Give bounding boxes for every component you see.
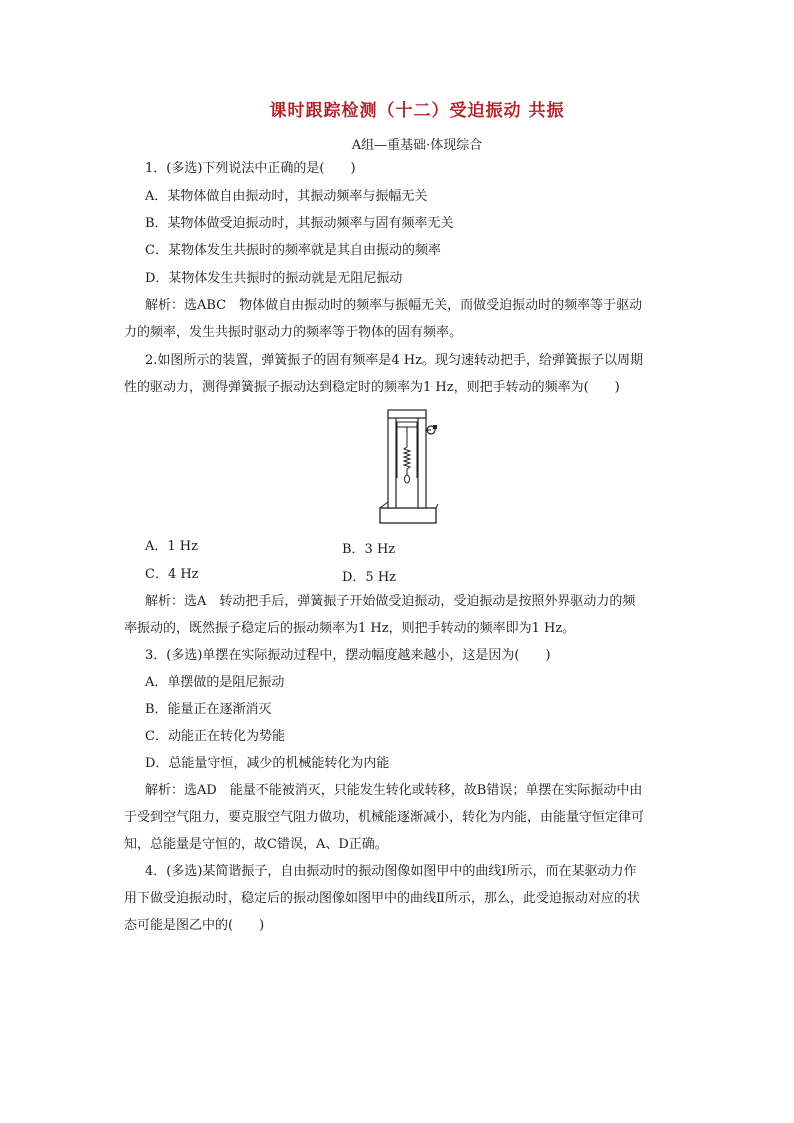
question-3-option-c: C．动能正在转化为势能 xyxy=(145,729,285,744)
question-2-option-a: A．1 Hz xyxy=(145,539,198,554)
question-3-option-b: B．能量正在逐渐消灭 xyxy=(145,702,272,717)
question-2-option-d: D．5 Hz xyxy=(342,570,397,585)
question-3-option-d: D．总能量守恒，减少的机械能转化为内能 xyxy=(145,756,390,771)
spring-oscillator-apparatus-figure xyxy=(378,408,440,526)
question-3-analysis-line-3: 知，总能量是守恒的，故C错误，A、D正确。 xyxy=(124,837,388,852)
question-2-analysis-line-2: 率振动的，既然振子稳定后的振动频率为1 Hz，则把手转动的频率即为1 Hz。 xyxy=(124,621,576,636)
question-4-stem-line-3: 态可能是图乙中的( ) xyxy=(124,918,265,933)
question-2-stem-line-2: 性的驱动力，测得弹簧振子振动达到稳定时的频率为1 Hz，则把手转动的频率为( ) xyxy=(124,380,620,395)
question-3-stem: 3．(多选)单摆在实际振动过程中，摆动幅度越来越小，这是因为( ) xyxy=(145,648,551,663)
question-3-analysis-line-1: 解析：选AD 能量不能被消灭，只能发生转化或转移，故B错误；单摆在实际振动中由 xyxy=(145,783,643,798)
question-2-option-c: C．4 Hz xyxy=(145,567,199,582)
question-1-analysis-line-2: 力的频率，发生共振时驱动力的频率等于物体的固有频率。 xyxy=(124,325,463,340)
question-1-analysis-line-1: 解析：选ABC 物体做自由振动时的频率与振幅无关，而做受迫振动时的频率等于驱动 xyxy=(145,298,643,313)
question-2-stem-line-1: 2.如图所示的装置，弹簧振子的固有频率是4 Hz。现匀速转动把手，给弹簧振子以周期 xyxy=(145,353,643,368)
question-1-option-d: D．某物体发生共振时的振动就是无阻尼振动 xyxy=(145,271,403,286)
question-2-option-b: B．3 Hz xyxy=(342,542,396,557)
section-heading: A组—重基础·体现综合 xyxy=(351,138,483,153)
question-1-option-b: B．某物体做受迫振动时，其振动频率与固有频率无关 xyxy=(145,216,454,231)
question-3-option-a: A．单摆做的是阻尼振动 xyxy=(145,675,285,690)
question-1-option-a: A．某物体做自由振动时，其振动频率与振幅无关 xyxy=(145,189,428,204)
question-1-stem: 1．(多选)下列说法中正确的是( ) xyxy=(145,161,356,176)
question-2-analysis-line-1: 解析：选A 转动把手后，弹簧振子开始做受迫振动，受迫振动是按照外界驱动力的频 xyxy=(145,594,636,609)
question-3-analysis-line-2: 于受到空气阻力，要克服空气阻力做功，机械能逐渐减小，转化为内能，由能量守恒定律可 xyxy=(124,810,645,825)
question-4-stem-line-2: 用下做受迫振动时，稳定后的振动图像如图甲中的曲线Ⅱ所示，那么，此受迫振动对应的状 xyxy=(124,891,640,906)
page-title: 课时跟踪检测（十二）受迫振动 共振 xyxy=(269,101,565,121)
question-4-stem-line-1: 4．(多选)某简谐振子，自由振动时的振动图像如图甲中的曲线Ⅰ所示，而在某驱动力作 xyxy=(145,864,637,879)
question-1-option-c: C．某物体发生共振时的频率就是其自由振动的频率 xyxy=(145,243,441,258)
